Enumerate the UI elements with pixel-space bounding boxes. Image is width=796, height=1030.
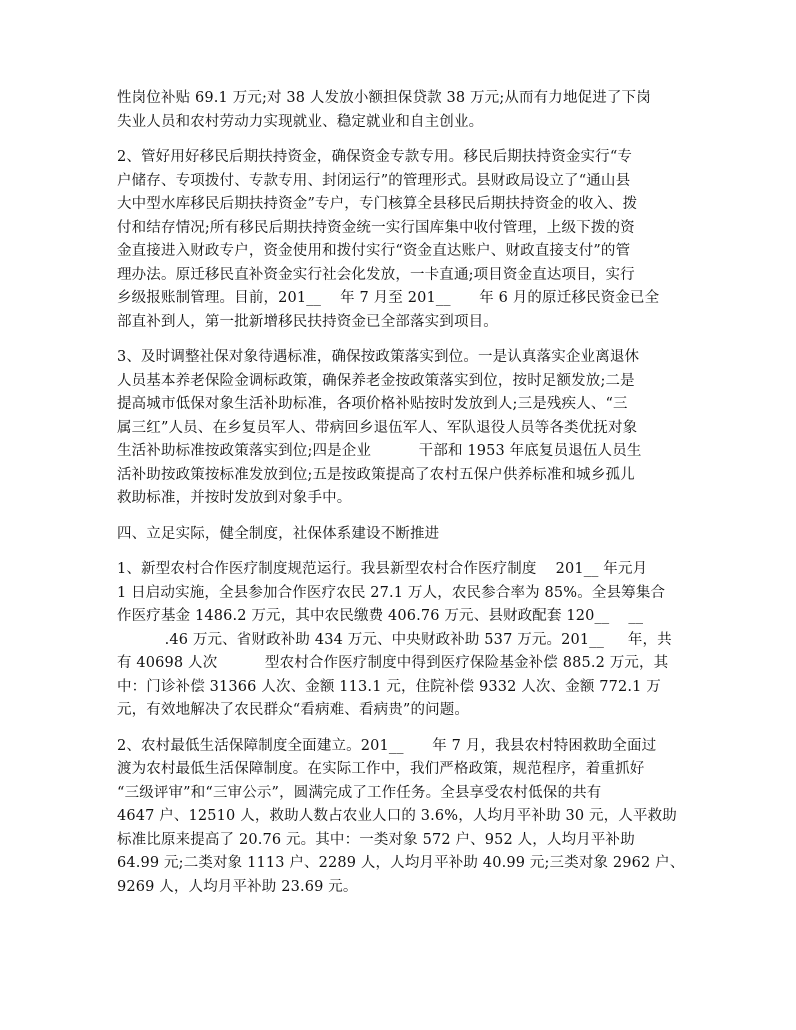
text-line: 生活补助标准按政策落实到位;四是企业 干部和 1953 年底复员退伍人员生 xyxy=(117,443,642,459)
text-line: 付和结存情况;所有移民后期扶持资金统一实行国库集中收付管理，上级下拨的资 xyxy=(117,219,635,236)
document-body xyxy=(117,87,685,911)
text-line: 大中型水库移民后期扶持资金”专户，专门核算全县移民后期扶持资金的收入、拨 xyxy=(117,196,638,212)
text-line: 有 40698 人次 型农村合作医疗制度中得到医疗保险基金补偿 885.2 万元，其 xyxy=(117,655,669,671)
text-line: 理办法。原迁移民直补资金实行社会化发放，一卡直通;项目资金直达项目，实行 xyxy=(117,266,635,283)
text-line: 中：门诊补偿 31366 人次、金额 113.1 元，住院补偿 9332 人次、金额 772.1 万 xyxy=(117,678,661,695)
text-line: 失业人员和农村劳动力实现就业、稳定就业和自主创业。 xyxy=(117,113,484,130)
text-line: 金直接进入财政专户，资金使用和拨付实行“资金直达账户、财政直接支付”的管 xyxy=(117,243,631,259)
paragraph-rural-minimum-living xyxy=(117,735,685,900)
text-line: 性岗位补贴 69.1 万元;对 38 人发放小额担保贷款 38 万元;从而有力地促进了下岗 xyxy=(117,90,651,106)
section-heading xyxy=(117,523,679,547)
text-line: “三级评审”和“三审公示”，圆满完成了工作任务。全县享受农村低保的共有 xyxy=(117,784,602,801)
text-line: 64.99 元;二类对象 1113 户、2289 人，人均月平补助 40.99 元;三类对象 2962 户、 xyxy=(117,855,685,871)
text-line: 户储存、专项拨付、专款专用、封闭运行”的管理形式。县财政局设立了“通山县 xyxy=(117,172,631,189)
text-line: 3、及时调整社保对象待遇标准，确保按政策落实到位。一是认真落实企业离退休 xyxy=(117,349,640,365)
paragraph-employment-subsidy xyxy=(117,87,679,134)
text-line: 属三红”人员、在乡复员军人、带病回乡退伍军人、军队退役人员等各类优抚对象 xyxy=(117,419,638,436)
text-line: 1 日启动实施，全县参加合作医疗农民 27.1 万人，农民参合率为 85%。全县筹集合 xyxy=(117,584,666,601)
text-line: 提高城市低保对象生活补助标准，各项价格补贴按时发放到人;三是残疾人、“三 xyxy=(117,396,628,412)
text-line: 渡为农村最低生活保障制度。在实际工作中，我们严格政策，规范程序，着重抓好 xyxy=(117,761,645,777)
text-line: 2、管好用好移民后期扶持资金，确保资金专款专用。移民后期扶持资金实行“专 xyxy=(117,149,633,165)
text-line: 9269 人，人均月平补助 23.69 元。 xyxy=(117,878,358,895)
text-line: 乡级报账制管理。目前，201__ 年 7 月至 201__ 年 6 月的原迁移民资金已全 xyxy=(117,290,660,306)
text-line: 活补助按政策按标准发放到位;五是按政策提高了农村五保户供养标准和城乡孤儿 xyxy=(117,466,635,483)
paragraph-rural-medical-cooperative xyxy=(117,558,679,723)
paragraph-migrant-funds xyxy=(117,146,679,334)
text-line: 标准比原来提高了 20.76 元。其中：一类对象 572 户、952 人，人均月平补助 xyxy=(117,831,635,848)
text-line: 2、农村最低生活保障制度全面建立。201__ 年 7 月，我县农村特困救助全面过 xyxy=(117,737,657,754)
text-line: 元，有效地解决了农民群众“看病难、看病贵”的问题。 xyxy=(117,702,470,718)
text-line: 人员基本养老保险金调标政策，确保养老金按政策落实到位，按时足额发放;二是 xyxy=(117,372,635,389)
text-line: 部直补到人，第一批新增移民扶持资金已全部落实到项目。 xyxy=(117,313,498,330)
text-line: 救助标准，并按时发放到对象手中。 xyxy=(117,490,352,506)
text-line: 4647 户、12510 人，救助人数占农业人口的 3.6%，人均月平补助 30 元，人平救助 xyxy=(117,808,677,824)
text-line: .46 万元、省财政补助 434 万元、中央财政补助 537 万元。201__ 年，共 xyxy=(117,631,672,648)
text-line: 作医疗基金 1486.2 万元，其中农民缴费 406.76 万元、县财政配套 120__ __ xyxy=(117,608,644,624)
text-line: 1、新型农村合作医疗制度规范运行。我县新型农村合作医疗制度 201__ 年元月 xyxy=(117,561,648,577)
paragraph-social-security-standards xyxy=(117,346,679,511)
heading-line: 四、立足实际，健全制度，社保体系建设不断推进 xyxy=(117,525,440,542)
